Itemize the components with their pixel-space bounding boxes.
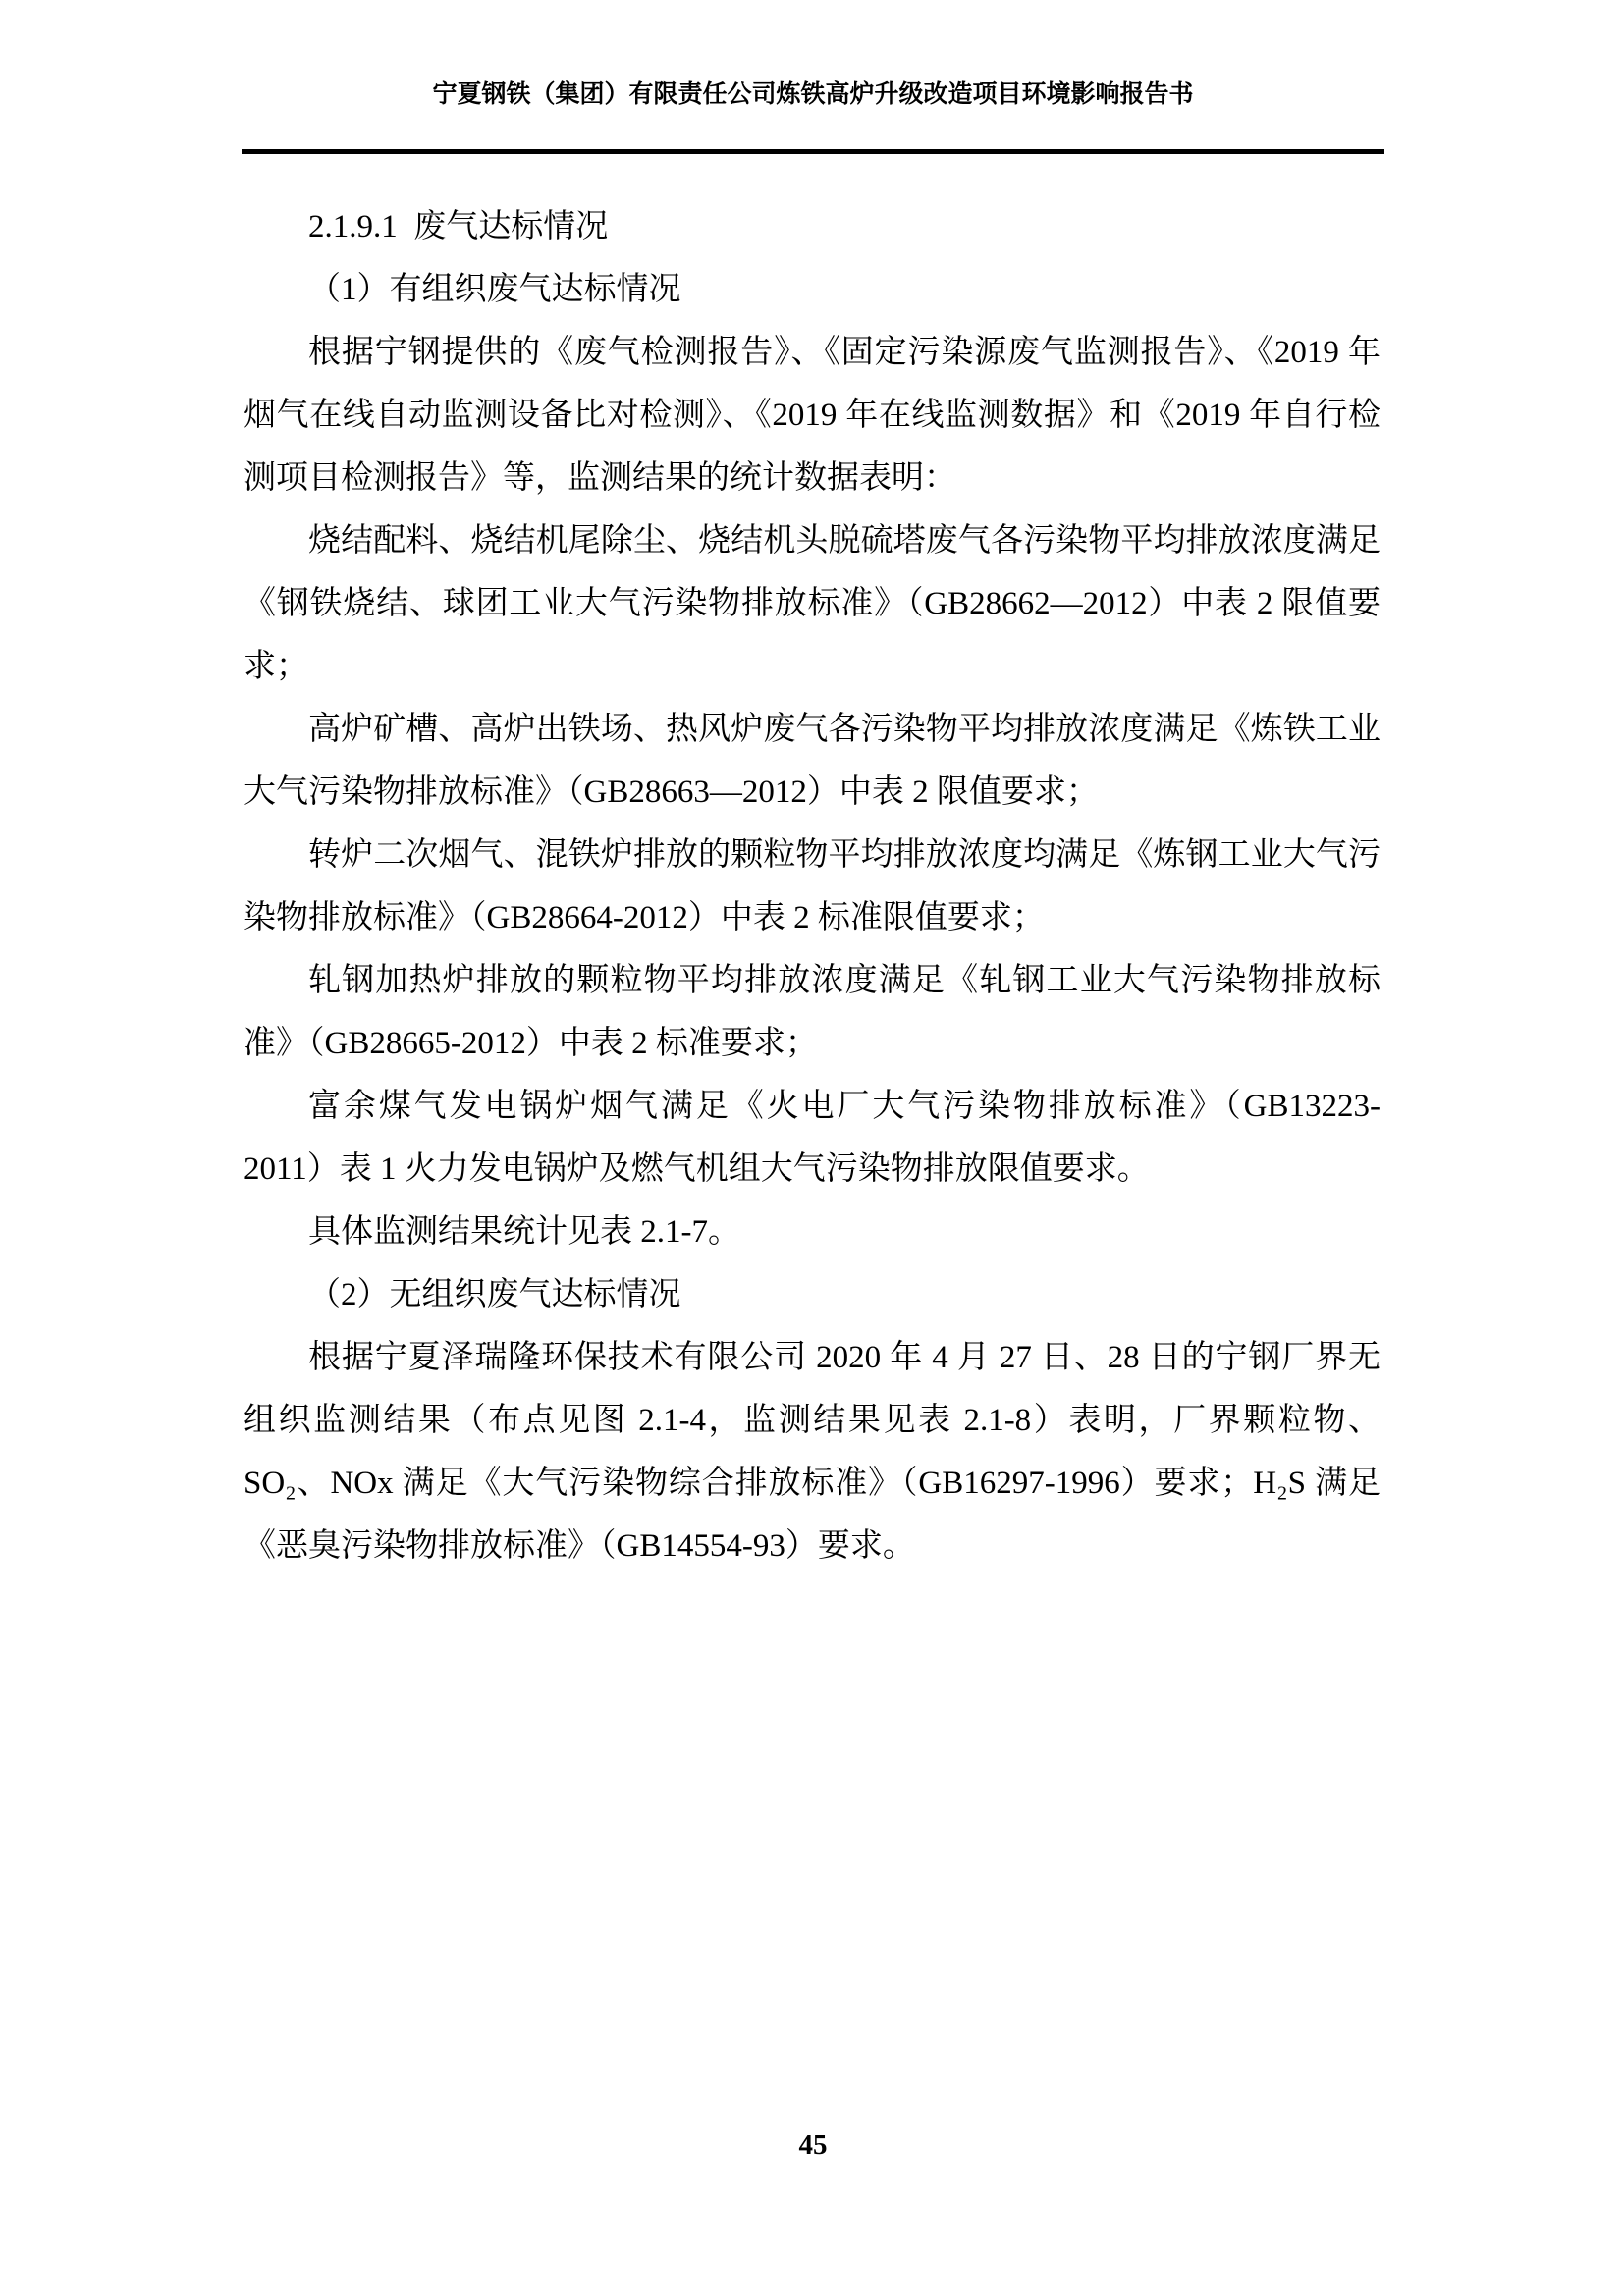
header-rule	[242, 149, 1384, 154]
page-number: 45	[798, 2129, 828, 2161]
header-title: 宁夏钢铁（集团）有限责任公司炼铁高炉升级改造项目环境影响报告书	[432, 81, 1194, 108]
paragraph: 高炉矿槽、高炉出铁场、热风炉废气各污染物平均排放浓度满足《炼铁工业大气污染物排放标准》（GB28663—2012）中表 2 限值要求；	[244, 712, 1380, 810]
section-heading: 2.1.9.1 废气达标情况	[308, 209, 609, 244]
paragraph: 转炉二次烟气、混铁炉排放的颗粒物平均排放浓度均满足《炼钢工业大气污染物排放标准》（GB28664-2012）中表 2 标准限值要求；	[244, 837, 1380, 935]
paragraph: 具体监测结果统计见表 2.1-7。	[308, 1214, 740, 1250]
paragraph: 富余煤气发电锅炉烟气满足《火电厂大气污染物排放标准》（GB13223-2011）表 1 火力发电锅炉及燃气机组大气污染物排放限值要求。	[244, 1089, 1380, 1187]
document-content	[244, 195, 1380, 1577]
paragraph: （2）无组织废气达标情况	[308, 1277, 681, 1312]
paragraph: 轧钢加热炉排放的颗粒物平均排放浓度满足《轧钢工业大气污染物排放标准》（GB28665-2012）中表 2 标准要求；	[244, 963, 1380, 1061]
page-footer	[242, 2128, 1384, 2162]
paragraph: 根据宁钢提供的《废气检测报告》、《固定污染源废气监测报告》、《2019 年烟气在线自动监测设备比对检测》、《2019 年在线监测数据》和《2019 年自行检测项目检测报告》等，监测结果的统计数据表明：	[244, 335, 1380, 496]
paragraph: 烧结配料、烧结机尾除尘、烧结机头脱硫塔废气各污染物平均排放浓度满足《钢铁烧结、球团工业大气污染物排放标准》（GB28662—2012）中表 2 限值要求；	[244, 523, 1380, 684]
paragraph: 根据宁夏泽瑞隆环保技术有限公司 2020 年 4 月 27 日、28 日的宁钢厂界无组织监测结果（布点见图 2.1-4，监测结果见表 2.1-8）表明，厂界颗粒物、SO₂、NOx 满足《大气污染物综合排放标准》（GB16297-1996）要求；H₂S 满足《恶臭污染物排放标准》（GB14554-93）要求。	[244, 1340, 1380, 1564]
paragraph: （1）有组织废气达标情况	[308, 272, 681, 307]
